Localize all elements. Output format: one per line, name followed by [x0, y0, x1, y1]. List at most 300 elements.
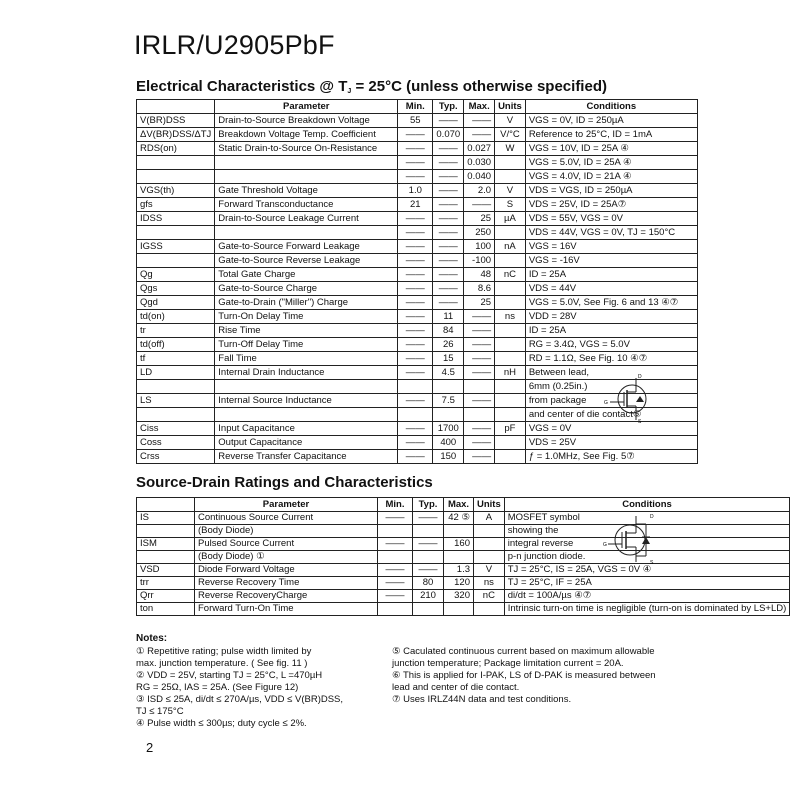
note-line: ② VDD = 25V, starting TJ = 25°C, L =470µH [136, 670, 323, 681]
cell-sym: Qgd [137, 296, 215, 310]
cell-min: —— [398, 282, 433, 296]
cell-param: Pulsed Source Current [195, 538, 378, 551]
cell-max: -100 [464, 254, 495, 268]
cell-sym: Crss [137, 450, 215, 464]
cell-max: —— [464, 450, 495, 464]
table-row [137, 184, 698, 198]
cell-typ: 150 [433, 450, 464, 464]
cell-unit [495, 408, 526, 422]
cell-unit [495, 338, 526, 352]
cell-max: —— [464, 394, 495, 408]
cell-param: Input Capacitance [215, 422, 398, 436]
cell-sym [137, 226, 215, 240]
cell-cond: VGS = 16V [525, 240, 697, 254]
cell-min [378, 603, 413, 616]
cell-max: 25 [464, 296, 495, 310]
cell-unit [495, 324, 526, 338]
cell-cond: VGS = 5.0V, See Fig. 6 and 13 ④⑦ [525, 296, 697, 310]
table-row [137, 324, 698, 338]
cell-unit: nC [495, 268, 526, 282]
cell-cond: di/dt = 100A/µs ④⑦ [504, 590, 790, 603]
cell-cond: p-n junction diode. [504, 551, 790, 564]
cell-typ: 4.5 [433, 366, 464, 380]
cell-cond: VDS = VGS, ID = 250µA [525, 184, 697, 198]
cell-cond: VDS = 25V [525, 436, 697, 450]
table-header-row [137, 100, 698, 114]
cell-cond: showing the [504, 525, 790, 538]
svg-text:S: S [650, 560, 654, 566]
cell-param: Internal Source Inductance [215, 394, 398, 408]
table-row [137, 240, 698, 254]
cell-max: 8.6 [464, 282, 495, 296]
cell-param: Forward Transconductance [215, 198, 398, 212]
cell-param [215, 408, 398, 422]
cell-min: —— [398, 156, 433, 170]
cell-min: —— [398, 338, 433, 352]
cell-unit [474, 538, 505, 551]
header-min: Min. [398, 100, 433, 114]
header-parameter: Parameter [215, 100, 398, 114]
cell-param: Rise Time [215, 324, 398, 338]
cell-sym: tf [137, 352, 215, 366]
table-row [137, 352, 698, 366]
cell-min: —— [398, 366, 433, 380]
cell-min: 21 [398, 198, 433, 212]
cell-min: —— [398, 436, 433, 450]
cell-unit: µA [495, 212, 526, 226]
cell-param: Reverse Recovery Time [195, 577, 378, 590]
note-line: ③ ISD ≤ 25A, di/dt ≤ 270A/µs, VDD ≤ V(BR)DSS, [136, 694, 344, 705]
cell-sym: Qrr [137, 590, 195, 603]
cell-param: (Body Diode) ① [195, 551, 378, 564]
cell-unit: ns [495, 310, 526, 324]
cell-max: 1.3 [444, 564, 474, 577]
cell-sym [137, 525, 195, 538]
table-row [137, 590, 790, 603]
cell-max: 100 [464, 240, 495, 254]
table-row [137, 128, 698, 142]
cell-typ: —— [433, 212, 464, 226]
cell-max: 120 [444, 577, 474, 590]
table-row [137, 603, 790, 616]
cell-param: Gate-to-Source Forward Leakage [215, 240, 398, 254]
cell-sym: VSD [137, 564, 195, 577]
cell-cond: from package [525, 394, 697, 408]
cell-typ: 11 [433, 310, 464, 324]
mosfet-symbol-icon [596, 372, 668, 424]
cell-max: 42 ⑤ [444, 512, 474, 525]
cell-param: Total Gate Charge [215, 268, 398, 282]
cell-sym: IGSS [137, 240, 215, 254]
cell-min: —— [398, 142, 433, 156]
cell-typ [413, 603, 444, 616]
note-line: TJ ≤ 175°C [136, 706, 184, 717]
cell-sym [137, 380, 215, 394]
table-row [137, 436, 698, 450]
cell-sym: Coss [137, 436, 215, 450]
cell-typ: —— [413, 512, 444, 525]
cell-cond: ƒ = 1.0MHz, See Fig. 5⑦ [525, 450, 697, 464]
svg-text:G: G [603, 542, 607, 548]
table-row [137, 254, 698, 268]
table-row [137, 170, 698, 184]
cell-param: (Body Diode) [195, 525, 378, 538]
cell-param: Drain-to-Source Leakage Current [215, 212, 398, 226]
cell-max: 250 [464, 226, 495, 240]
cell-cond: VDS = 44V, VGS = 0V, TJ = 150°C [525, 226, 697, 240]
cell-unit: V [474, 564, 505, 577]
cell-min: —— [398, 170, 433, 184]
cell-typ [433, 408, 464, 422]
cell-cond: VGS = 0V, ID = 250µA [525, 114, 697, 128]
section-electrical-title: Electrical Characteristics @ $T_J = 25^\circ C$ (unless otherwise specified) [136, 78, 607, 95]
table-row [137, 226, 698, 240]
cell-unit [495, 226, 526, 240]
cell-unit [474, 525, 505, 538]
cell-min: 55 [398, 114, 433, 128]
note-line: max. junction temperature. ( See fig. 11 ) [136, 658, 308, 669]
cell-typ: —— [433, 240, 464, 254]
cell-cond: MOSFET symbol [504, 512, 790, 525]
table-header-row [137, 498, 790, 512]
table-row [137, 525, 790, 538]
cell-param: Forward Turn-On Time [195, 603, 378, 616]
cell-max: 0.030 [464, 156, 495, 170]
table-row [137, 564, 790, 577]
cell-sym: LS [137, 394, 215, 408]
cell-cond: integral reverse [504, 538, 790, 551]
cell-typ [433, 380, 464, 394]
cell-cond: VGS = 10V, ID = 25A ④ [525, 142, 697, 156]
cell-max [444, 525, 474, 538]
mosfet-diode-symbol-icon [600, 510, 666, 566]
note-line: ④ Pulse width ≤ 300µs; duty cycle ≤ 2%. [136, 718, 307, 729]
cell-max: 0.027 [464, 142, 495, 156]
header-conditions: Conditions [525, 100, 697, 114]
cell-unit: V/°C [495, 128, 526, 142]
cell-typ: 15 [433, 352, 464, 366]
cell-typ: 0.070 [433, 128, 464, 142]
cell-param [215, 170, 398, 184]
cell-sym: tr [137, 324, 215, 338]
cell-sym: LD [137, 366, 215, 380]
cell-sym: td(off) [137, 338, 215, 352]
cell-unit: nC [474, 590, 505, 603]
cell-param: Drain-to-Source Breakdown Voltage [215, 114, 398, 128]
cell-param [215, 380, 398, 394]
cell-min: —— [378, 512, 413, 525]
cell-typ: —— [413, 538, 444, 551]
cell-min: —— [398, 268, 433, 282]
cell-sym: VGS(th) [137, 184, 215, 198]
cell-max: —— [464, 436, 495, 450]
cell-max: —— [464, 324, 495, 338]
cell-param: Turn-On Delay Time [215, 310, 398, 324]
cell-param [215, 226, 398, 240]
table-row [137, 212, 698, 226]
cell-sym: Ciss [137, 422, 215, 436]
cell-cond: VDD = 28V [525, 310, 697, 324]
cell-typ: —— [433, 198, 464, 212]
cell-cond: RD = 1.1Ω, See Fig. 10 ④⑦ [525, 352, 697, 366]
cell-param: Internal Drain Inductance [215, 366, 398, 380]
cell-sym: trr [137, 577, 195, 590]
cell-sym [137, 254, 215, 268]
cell-param: Reverse Transfer Capacitance [215, 450, 398, 464]
cell-max: 25 [464, 212, 495, 226]
cell-min: —— [398, 212, 433, 226]
cell-min: —— [398, 226, 433, 240]
table-row [137, 512, 790, 525]
note-line: ⑦ Uses IRLZ44N data and test conditions. [392, 694, 572, 705]
cell-min: —— [378, 590, 413, 603]
cell-unit [495, 254, 526, 268]
cell-unit: V [495, 114, 526, 128]
cell-typ: 80 [413, 577, 444, 590]
table-row [137, 142, 698, 156]
cell-typ: 7.5 [433, 394, 464, 408]
cell-cond: 6mm (0.25in.) [525, 380, 697, 394]
cell-typ: —— [433, 296, 464, 310]
header-min: Min. [378, 498, 413, 512]
cell-min [398, 408, 433, 422]
svg-text:G: G [604, 400, 608, 406]
cell-unit [495, 156, 526, 170]
section-source-drain-title: Source-Drain Ratings and Characteristics [136, 474, 433, 491]
table-row [137, 156, 698, 170]
cell-cond: and center of die contact⑥ [525, 408, 697, 422]
cell-typ [413, 525, 444, 538]
cell-cond: VGS = 0V [525, 422, 697, 436]
cell-typ: —— [433, 226, 464, 240]
cell-unit [474, 551, 505, 564]
header-max: Max. [444, 498, 474, 512]
cell-param: Gate-to-Drain ("Miller") Charge [215, 296, 398, 310]
cell-unit [495, 170, 526, 184]
cell-typ: —— [433, 156, 464, 170]
cell-param: Turn-Off Delay Time [215, 338, 398, 352]
header-parameter: Parameter [195, 498, 378, 512]
cell-min [378, 551, 413, 564]
table-row [137, 538, 790, 551]
table-row [137, 282, 698, 296]
cell-unit: A [474, 512, 505, 525]
cell-param: Breakdown Voltage Temp. Coefficient [215, 128, 398, 142]
cell-max: —— [464, 128, 495, 142]
cell-unit [495, 450, 526, 464]
cell-max: —— [464, 422, 495, 436]
cell-min: —— [378, 538, 413, 551]
cell-param: Gate Threshold Voltage [215, 184, 398, 198]
cell-param: Fall Time [215, 352, 398, 366]
cell-param: Gate-to-Source Reverse Leakage [215, 254, 398, 268]
document-title: IRLR/U2905PbF [134, 30, 335, 60]
cell-typ: —— [413, 564, 444, 577]
cell-min: —— [398, 324, 433, 338]
cell-max: —— [464, 114, 495, 128]
cell-max: —— [464, 310, 495, 324]
cell-sym: gfs [137, 198, 215, 212]
cell-max [444, 603, 474, 616]
cell-param: Static Drain-to-Source On-Resistance [215, 142, 398, 156]
cell-param [215, 156, 398, 170]
cell-cond: VDS = 55V, VGS = 0V [525, 212, 697, 226]
cell-min: —— [398, 254, 433, 268]
cell-min: —— [378, 577, 413, 590]
cell-cond: VGS = 5.0V, ID = 25A ④ [525, 156, 697, 170]
note-line: junction temperature; Package limitation current = 20A. [392, 658, 624, 669]
cell-sym: IS [137, 512, 195, 525]
cell-unit: V [495, 184, 526, 198]
note-line: RG = 25Ω, IAS = 25A. (See Figure 12) [136, 682, 299, 693]
cell-unit [495, 296, 526, 310]
header-max: Max. [464, 100, 495, 114]
cell-unit: W [495, 142, 526, 156]
cell-max: —— [464, 366, 495, 380]
cell-typ: 1700 [433, 422, 464, 436]
note-line: ① Repetitive rating; pulse width limited by [136, 646, 312, 657]
cell-max [464, 408, 495, 422]
cell-unit [495, 352, 526, 366]
cell-sym: V(BR)DSS [137, 114, 215, 128]
cell-typ: 84 [433, 324, 464, 338]
cell-cond: Intrinsic turn-on time is negligible (turn-on is dominated by LS+LD) [504, 603, 790, 616]
page-number: 2 [146, 740, 154, 755]
cell-min [378, 525, 413, 538]
header-units: Units [495, 100, 526, 114]
cell-min: —— [398, 450, 433, 464]
cell-min: —— [398, 128, 433, 142]
cell-min: —— [398, 352, 433, 366]
notes-heading: Notes: [136, 633, 168, 644]
cell-cond: Between lead, [525, 366, 697, 380]
cell-sym: ΔV(BR)DSS/ΔTJ [137, 128, 215, 142]
cell-cond: Reference to 25°C, ID = 1mA [525, 128, 697, 142]
cell-unit [495, 282, 526, 296]
cell-min: —— [378, 564, 413, 577]
cell-sym: RDS(on) [137, 142, 215, 156]
note-line: ⑥ This is applied for I-PAK, LS of D-PAK is measured between [392, 670, 656, 681]
header-conditions: Conditions [504, 498, 790, 512]
cell-max: —— [464, 338, 495, 352]
cell-unit: ns [474, 577, 505, 590]
table-row [137, 577, 790, 590]
cell-min: —— [398, 394, 433, 408]
cell-param: Output Capacitance [215, 436, 398, 450]
cell-unit: S [495, 198, 526, 212]
cell-max: 320 [444, 590, 474, 603]
cell-cond: RG = 3.4Ω, VGS = 5.0V [525, 338, 697, 352]
table-row [137, 198, 698, 212]
cell-max: 2.0 [464, 184, 495, 198]
cell-param: Diode Forward Voltage [195, 564, 378, 577]
cell-max: 160 [444, 538, 474, 551]
table-row [137, 114, 698, 128]
note-line: lead and center of die contact. [392, 682, 520, 693]
cell-cond: TJ = 25°C, IS = 25A, VGS = 0V ④ [504, 564, 790, 577]
cell-cond: VGS = -16V [525, 254, 697, 268]
cell-min: —— [398, 422, 433, 436]
table-row [137, 296, 698, 310]
source-drain-table-body [137, 512, 790, 616]
cell-max: —— [464, 352, 495, 366]
header-typ: Typ. [433, 100, 464, 114]
cell-sym: ton [137, 603, 195, 616]
cell-param: Continuous Source Current [195, 512, 378, 525]
cell-cond: ID = 25A [525, 324, 697, 338]
cell-typ: 210 [413, 590, 444, 603]
cell-param: Gate-to-Source Charge [215, 282, 398, 296]
table-row [137, 450, 698, 464]
cell-min [398, 380, 433, 394]
source-drain-table [136, 497, 790, 616]
header-typ: Typ. [413, 498, 444, 512]
cell-min: —— [398, 310, 433, 324]
header-symbol [137, 498, 195, 512]
cell-typ: —— [433, 170, 464, 184]
svg-text:S: S [638, 419, 642, 424]
cell-sym [137, 408, 215, 422]
cell-param: Reverse RecoveryCharge [195, 590, 378, 603]
cell-max: 0.040 [464, 170, 495, 184]
table-row [137, 551, 790, 564]
cell-cond: VDS = 25V, ID = 25A⑦ [525, 198, 697, 212]
cell-sym [137, 156, 215, 170]
cell-unit: pF [495, 422, 526, 436]
cell-unit [495, 394, 526, 408]
table-row [137, 338, 698, 352]
cell-cond: VGS = 4.0V, ID = 21A ④ [525, 170, 697, 184]
svg-text:D: D [650, 514, 654, 520]
cell-sym [137, 551, 195, 564]
table-row [137, 268, 698, 282]
cell-sym: Qgs [137, 282, 215, 296]
cell-unit: nH [495, 366, 526, 380]
cell-max [464, 380, 495, 394]
cell-typ: —— [433, 142, 464, 156]
cell-min: 1.0 [398, 184, 433, 198]
cell-typ: —— [433, 184, 464, 198]
cell-sym [137, 170, 215, 184]
cell-unit [474, 603, 505, 616]
cell-max: —— [464, 198, 495, 212]
header-symbol [137, 100, 215, 114]
cell-unit [495, 380, 526, 394]
svg-text:D: D [638, 374, 642, 380]
header-units: Units [474, 498, 505, 512]
cell-typ [413, 551, 444, 564]
table-row [137, 310, 698, 324]
cell-sym: IDSS [137, 212, 215, 226]
cell-cond: TJ = 25°C, IF = 25A [504, 577, 790, 590]
cell-typ: —— [433, 282, 464, 296]
cell-unit [495, 436, 526, 450]
cell-min: —— [398, 240, 433, 254]
cell-sym: td(on) [137, 310, 215, 324]
cell-sym: ISM [137, 538, 195, 551]
cell-min: —— [398, 296, 433, 310]
cell-max [444, 551, 474, 564]
cell-typ: —— [433, 268, 464, 282]
note-line: ⑤ Caculated continuous current based on maximum allowable [392, 646, 655, 657]
cell-unit: nA [495, 240, 526, 254]
cell-typ: —— [433, 114, 464, 128]
cell-typ: 26 [433, 338, 464, 352]
cell-cond: VDS = 44V [525, 282, 697, 296]
cell-max: 48 [464, 268, 495, 282]
cell-cond: ID = 25A [525, 268, 697, 282]
cell-sym: Qg [137, 268, 215, 282]
